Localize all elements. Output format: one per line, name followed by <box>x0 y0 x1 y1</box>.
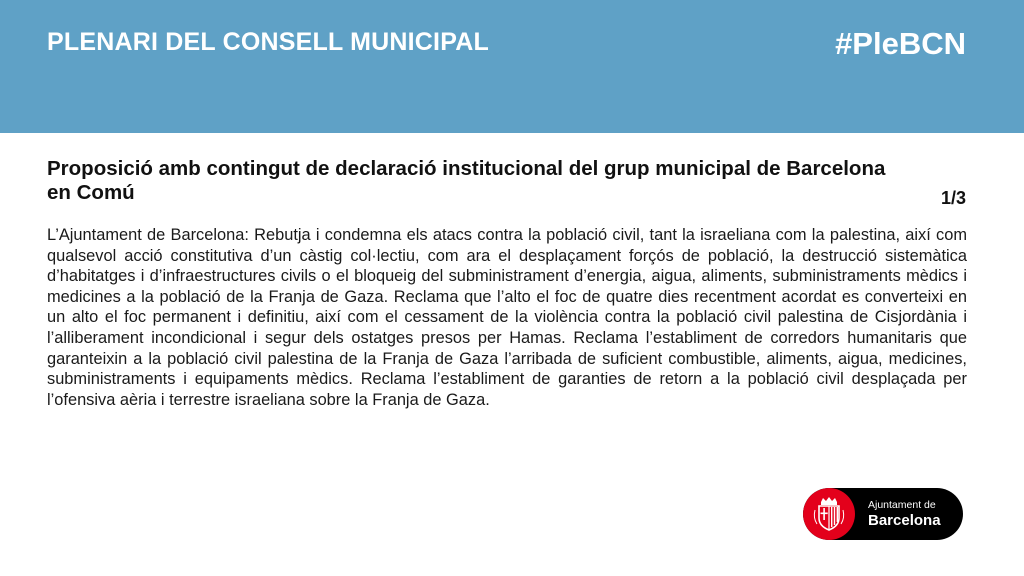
header-bar <box>0 0 1024 133</box>
slide-title: Proposició amb contingut de declaració institucional del grup municipal de Barcelona en Comú <box>47 157 886 204</box>
header-title: PLENARI DEL CONSELL MUNICIPAL <box>47 28 489 56</box>
hashtag-label: #PleBCN <box>835 26 966 61</box>
barcelona-coat-of-arms-icon <box>803 488 855 540</box>
logo-text-line1: Ajuntament de <box>868 499 936 511</box>
logo-text-line2: Barcelona <box>868 512 941 529</box>
ajuntament-barcelona-logo <box>803 488 963 540</box>
slide-body-text: L’Ajuntament de Barcelona: Rebutja i condemna els atacs contra la població civil, tant la israeliana com la palestina, així com qualsevol acció constitutiva d’un càstig col·lectiu, com ara el desplaçament forçós de població, la destrucció sistemàtica d’habitatges i d’infraestructures civils o el bloqueig del subministrament d’energia, aigua, aliments, subministraments mèdics i medicines a la població de la Franja de Gaza. Reclama que l’alto el foc de quatre dies recentment acordat es converteixi en un alto el foc permanent i definitiu, així com el cessament de la violència contra la població civil palestina de Cisjordània i l’alliberament incondicional i segur dels ostatges presos per Hamas. Reclama l’establiment de corredors humanitaris que garanteixin a la població civil palestina de la Franja de Gaza l’arribada de suficient combustible, aliments, aigua, medicines, subministraments i equipaments mèdics. Reclama l’establiment de garanties de retorn a la població civil desplaçada per l’ofensiva aèria i terrestre israeliana sobre la Franja de Gaza. <box>47 226 967 409</box>
page-indicator: 1/3 <box>940 188 966 208</box>
